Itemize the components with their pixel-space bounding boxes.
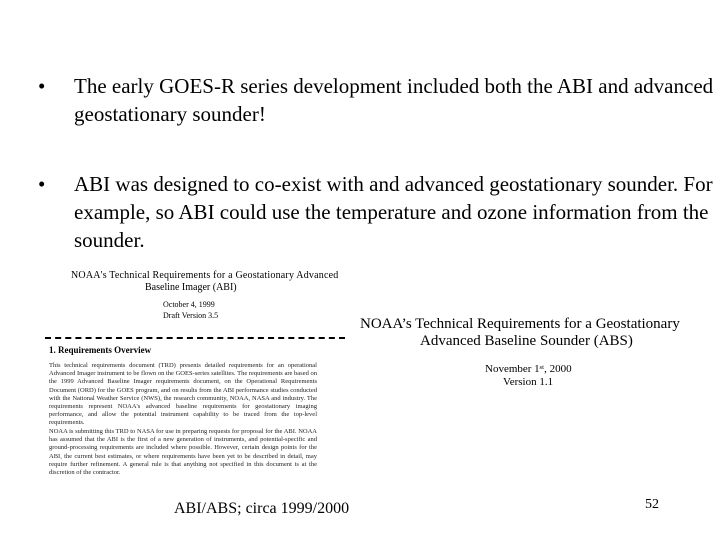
abs-doc-title-line2: Advanced Baseline Sounder (ABS) [420,333,633,349]
abi-doc-date: October 4, 1999 [163,300,215,309]
abi-doc-paragraph-2: NOAA is submitting this TRD to NASA for use in preparing requests for proposal for the ABI. NOAA has assumed that the ABI is the first of a new generation of instruments, and potential-specific and ground-processing requirements are included where possible. However, certain design points for the ABI, the current best estimates, or where requirements have been yet to be described in detail, may require further refinement. A general rule is that anything not specified in this document is at the discretion of the contractor. [49,428,317,477]
bullet-marker: • [38,172,46,196]
abi-doc-title-line2: Baseline Imager (ABI) [145,282,237,293]
figure-caption: ABI/ABS; circa 1999/2000 [174,500,350,517]
abi-doc-section-heading: 1. Requirements Overview [49,345,152,355]
bullet-text: ABI was designed to co-exist with and advanced geostationary sounder. For example, so ABI could use the temperature and ozone information from the sounder. [74,172,713,252]
slide-number: 52 [645,497,659,512]
abs-doc-version: Version 1.1 [503,376,554,388]
bullet-text: The early GOES-R series development included both the ABI and advanced geostationary sounder! [74,74,714,126]
page-break-divider [45,337,345,339]
abs-document-excerpt [355,316,700,396]
abs-doc-title-line1: NOAA’s Technical Requirements for a Geostationary [360,316,680,332]
abi-doc-paragraph-1: This technical requirements document (TRD) presents detailed requirements for an operational Advanced Imager instrument to be flown on the GOES-series satellites. The requirements are based on the 1999 Advanced Baseline Imager requirements document, on the Operational Requirements Document (ORD) for the GOES program, and on results from the ABI performance studies conducted with the National Weather Service (NWS), the research community, NOAA, NASA and industry. The requirements represent NOAA's advanced baseline requirements for geostationary imaging performance, and allow the potential instrument capability to be traced from the top-level requirements. [49,362,317,427]
abs-doc-date: November 1ˢᵗ, 2000 [485,363,572,375]
abi-document-excerpt [45,270,345,490]
abi-doc-title-line1: NOAA's Technical Requirements for a Geostationary Advanced [71,270,339,281]
bullet-marker: • [38,74,46,98]
abi-doc-version: Draft Version 3.5 [163,311,219,320]
